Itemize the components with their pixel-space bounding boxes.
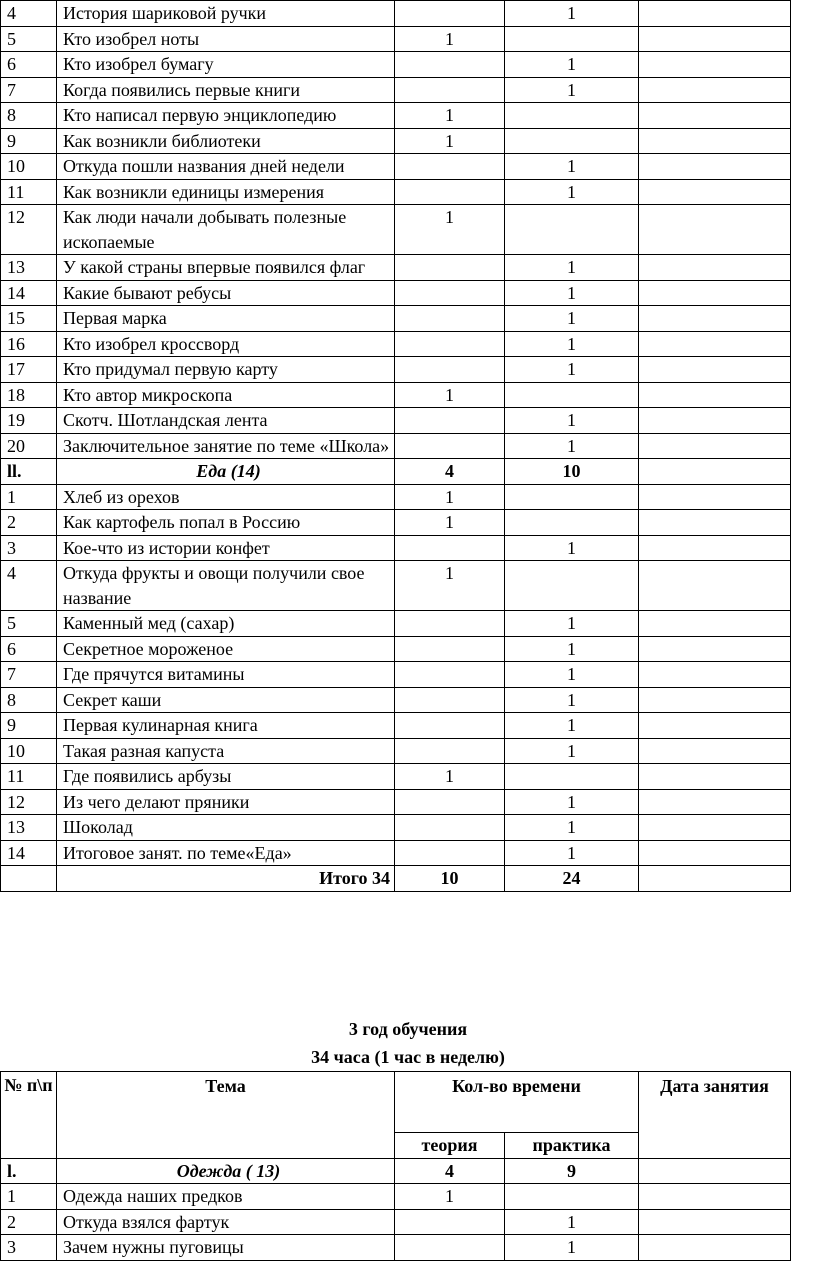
row-practice: 1 — [505, 815, 639, 841]
row-topic: Как люди начали добывать полезные ископаемые — [57, 205, 395, 255]
row-practice — [505, 510, 639, 536]
row-theory — [395, 1, 505, 27]
row-topic: Откуда фрукты и овощи получили свое название — [57, 561, 395, 611]
row-date — [639, 1209, 791, 1235]
row-number: 17 — [1, 357, 57, 383]
table-row — [1, 764, 791, 790]
row-date — [639, 1, 791, 27]
row-theory — [395, 77, 505, 103]
row-practice — [505, 561, 639, 611]
row-topic: Откуда пошли названия дней недели — [57, 154, 395, 180]
row-number: 5 — [1, 611, 57, 637]
row-date — [639, 484, 791, 510]
row-theory: 1 — [395, 26, 505, 52]
row-theory — [395, 306, 505, 332]
row-practice: 1 — [505, 255, 639, 281]
row-number: 13 — [1, 815, 57, 841]
row-topic: Итоговое занят. по теме«Еда» — [57, 840, 395, 866]
row-number: 9 — [1, 128, 57, 154]
curriculum-table-body — [1, 1, 791, 866]
table-row — [1, 179, 791, 205]
row-number: 18 — [1, 382, 57, 408]
year-title: 3 год обучения — [348, 1019, 468, 1039]
row-number: 19 — [1, 408, 57, 434]
row-practice — [505, 484, 639, 510]
row-number: 15 — [1, 306, 57, 332]
row-number: 2 — [1, 1209, 57, 1235]
row-date — [639, 255, 791, 281]
table-row — [1, 662, 791, 688]
table-row — [1, 154, 791, 180]
row-theory — [395, 433, 505, 459]
table-row — [1, 1, 791, 27]
row-topic: Кто изобрел ноты — [57, 26, 395, 52]
row-date — [639, 103, 791, 129]
row-topic: Какие бывают ребусы — [57, 280, 395, 306]
row-practice: 1 — [505, 738, 639, 764]
table-row — [1, 103, 791, 129]
row-theory — [395, 280, 505, 306]
row-date — [639, 280, 791, 306]
row-date — [639, 128, 791, 154]
row-topic: Такая разная капуста — [57, 738, 395, 764]
total-number-cell — [1, 866, 57, 892]
row-date — [639, 179, 791, 205]
row-date — [639, 1158, 791, 1184]
row-topic: Хлеб из орехов — [57, 484, 395, 510]
row-date — [639, 433, 791, 459]
total-label: Итого 34 — [57, 866, 395, 892]
row-date — [639, 205, 791, 255]
row-topic: Первая кулинарная книга — [57, 713, 395, 739]
table-row — [1, 738, 791, 764]
row-theory — [395, 331, 505, 357]
row-topic: Когда появились первые книги — [57, 77, 395, 103]
section-row — [1, 459, 791, 485]
row-topic: Еда (14) — [57, 459, 395, 485]
row-date — [639, 382, 791, 408]
total-date-cell — [639, 866, 791, 892]
row-number: 16 — [1, 331, 57, 357]
row-topic: Заключительное занятие по теме «Школа» — [57, 433, 395, 459]
row-date — [639, 510, 791, 536]
row-date — [639, 561, 791, 611]
row-theory — [395, 1235, 505, 1261]
row-practice: 1 — [505, 154, 639, 180]
row-theory — [395, 357, 505, 383]
row-practice: 1 — [505, 840, 639, 866]
row-theory — [395, 255, 505, 281]
table-row — [1, 611, 791, 637]
header-row — [1, 1072, 791, 1133]
row-practice: 1 — [505, 1235, 639, 1261]
row-number: 8 — [1, 103, 57, 129]
row-practice: 10 — [505, 459, 639, 485]
table-row — [1, 1209, 791, 1235]
row-practice — [505, 764, 639, 790]
row-date — [639, 357, 791, 383]
row-topic: Первая марка — [57, 306, 395, 332]
row-number: 20 — [1, 433, 57, 459]
row-number: 7 — [1, 662, 57, 688]
table-row — [1, 535, 791, 561]
row-date — [639, 408, 791, 434]
row-number: 9 — [1, 713, 57, 739]
table-row — [1, 205, 791, 255]
row-practice: 1 — [505, 77, 639, 103]
row-date — [639, 789, 791, 815]
row-date — [639, 535, 791, 561]
row-date — [639, 77, 791, 103]
row-number: 1 — [1, 1184, 57, 1210]
row-number: 12 — [1, 205, 57, 255]
row-date — [639, 154, 791, 180]
row-practice — [505, 128, 639, 154]
row-theory — [395, 662, 505, 688]
row-practice: 1 — [505, 611, 639, 637]
row-practice: 1 — [505, 662, 639, 688]
row-theory: 1 — [395, 128, 505, 154]
table-row — [1, 408, 791, 434]
row-practice: 1 — [505, 687, 639, 713]
table-row — [1, 687, 791, 713]
table-row — [1, 713, 791, 739]
row-practice: 1 — [505, 789, 639, 815]
row-topic: Кое-что из истории конфет — [57, 535, 395, 561]
table-row — [1, 26, 791, 52]
row-practice: 1 — [505, 408, 639, 434]
header-topic: Тема — [57, 1072, 395, 1159]
row-topic: Кто автор микроскопа — [57, 382, 395, 408]
row-number: 14 — [1, 840, 57, 866]
row-practice — [505, 205, 639, 255]
row-topic: Кто придумал первую карту — [57, 357, 395, 383]
row-theory — [395, 687, 505, 713]
row-number: 10 — [1, 738, 57, 764]
row-topic: Секретное мороженое — [57, 636, 395, 662]
row-number: 2 — [1, 510, 57, 536]
row-number: 1 — [1, 484, 57, 510]
table-row — [1, 255, 791, 281]
row-theory: 1 — [395, 205, 505, 255]
year3-table-body — [1, 1158, 791, 1260]
row-date — [639, 662, 791, 688]
row-topic: У какой страны впервые появился флаг — [57, 255, 395, 281]
row-theory: 4 — [395, 459, 505, 485]
row-topic: Кто написал первую энциклопедию — [57, 103, 395, 129]
row-date — [639, 26, 791, 52]
row-practice: 1 — [505, 331, 639, 357]
total-practice: 24 — [505, 866, 639, 892]
row-theory: 1 — [395, 103, 505, 129]
row-practice: 1 — [505, 306, 639, 332]
row-topic: История шариковой ручки — [57, 1, 395, 27]
row-number: 8 — [1, 687, 57, 713]
row-practice: 1 — [505, 179, 639, 205]
row-topic: Кто изобрел бумагу — [57, 52, 395, 78]
row-number: 6 — [1, 52, 57, 78]
table-row — [1, 1184, 791, 1210]
row-topic: Как картофель попал в Россию — [57, 510, 395, 536]
row-number: 7 — [1, 77, 57, 103]
row-theory — [395, 738, 505, 764]
row-theory: 1 — [395, 1184, 505, 1210]
section-row — [1, 1158, 791, 1184]
table-row — [1, 510, 791, 536]
row-theory — [395, 636, 505, 662]
row-practice: 9 — [505, 1158, 639, 1184]
row-topic: Кто изобрел кроссворд — [57, 331, 395, 357]
row-practice: 1 — [505, 636, 639, 662]
row-theory — [395, 535, 505, 561]
row-number: 6 — [1, 636, 57, 662]
row-date — [639, 840, 791, 866]
table-row — [1, 1235, 791, 1261]
row-practice: 1 — [505, 280, 639, 306]
total-row — [1, 866, 791, 892]
row-topic: Одежда ( 13) — [57, 1158, 395, 1184]
table-row — [1, 280, 791, 306]
row-topic: Откуда взялся фартук — [57, 1209, 395, 1235]
year-subtitle: 34 часа (1 час в неделю) — [311, 1047, 505, 1067]
row-theory — [395, 815, 505, 841]
row-date — [639, 306, 791, 332]
row-date — [639, 815, 791, 841]
row-theory — [395, 408, 505, 434]
header-time: Кол-во времени — [395, 1072, 639, 1133]
row-practice — [505, 26, 639, 52]
row-number: 13 — [1, 255, 57, 281]
row-date — [639, 738, 791, 764]
row-theory — [395, 179, 505, 205]
row-date — [639, 611, 791, 637]
row-date — [639, 1235, 791, 1261]
row-theory: 4 — [395, 1158, 505, 1184]
row-theory — [395, 840, 505, 866]
row-theory — [395, 789, 505, 815]
row-date — [639, 52, 791, 78]
table-row — [1, 815, 791, 841]
row-topic: Как возникли единицы измерения — [57, 179, 395, 205]
table-row — [1, 77, 791, 103]
table-row — [1, 484, 791, 510]
row-number: 12 — [1, 789, 57, 815]
row-practice — [505, 382, 639, 408]
row-practice: 1 — [505, 1, 639, 27]
row-topic: Где появились арбузы — [57, 764, 395, 790]
header-practice: практика — [505, 1133, 639, 1159]
row-number: 14 — [1, 280, 57, 306]
row-topic: Скотч. Шотландская лента — [57, 408, 395, 434]
row-date — [639, 687, 791, 713]
row-practice — [505, 1184, 639, 1210]
table-row — [1, 52, 791, 78]
row-number: 3 — [1, 535, 57, 561]
header-date: Дата занятия — [639, 1072, 791, 1159]
row-theory — [395, 52, 505, 78]
row-theory: 1 — [395, 510, 505, 536]
row-topic: Каменный мед (сахар) — [57, 611, 395, 637]
table-row — [1, 357, 791, 383]
year3-curriculum-table — [0, 1071, 791, 1261]
table-row — [1, 561, 791, 611]
row-topic: Из чего делают пряники — [57, 789, 395, 815]
row-topic: Как возникли библиотеки — [57, 128, 395, 154]
row-date — [639, 331, 791, 357]
header-theory: теория — [395, 1133, 505, 1159]
row-theory — [395, 154, 505, 180]
table-row — [1, 433, 791, 459]
row-practice: 1 — [505, 1209, 639, 1235]
table-row — [1, 840, 791, 866]
row-topic: Секрет каши — [57, 687, 395, 713]
row-number: 4 — [1, 1, 57, 27]
row-number: ll. — [1, 459, 57, 485]
row-practice: 1 — [505, 535, 639, 561]
row-topic: Зачем нужны пуговицы — [57, 1235, 395, 1261]
row-theory: 1 — [395, 764, 505, 790]
row-theory — [395, 1209, 505, 1235]
table-row — [1, 128, 791, 154]
row-number: 11 — [1, 764, 57, 790]
row-theory: 1 — [395, 382, 505, 408]
row-topic: Шоколад — [57, 815, 395, 841]
table-row — [1, 306, 791, 332]
row-date — [639, 636, 791, 662]
row-practice: 1 — [505, 357, 639, 383]
row-practice — [505, 103, 639, 129]
row-topic: Одежда наших предков — [57, 1184, 395, 1210]
row-number: 10 — [1, 154, 57, 180]
row-number: 3 — [1, 1235, 57, 1261]
row-date — [639, 764, 791, 790]
row-theory — [395, 611, 505, 637]
total-theory: 10 — [395, 866, 505, 892]
row-theory: 1 — [395, 561, 505, 611]
row-date — [639, 1184, 791, 1210]
row-number: l. — [1, 1158, 57, 1184]
row-practice: 1 — [505, 52, 639, 78]
row-date — [639, 459, 791, 485]
row-number: 4 — [1, 561, 57, 611]
header-number: № п\п — [1, 1072, 57, 1159]
table-row — [1, 331, 791, 357]
row-topic: Где прячутся витамины — [57, 662, 395, 688]
row-theory — [395, 713, 505, 739]
row-date — [639, 713, 791, 739]
row-practice: 1 — [505, 433, 639, 459]
table-row — [1, 789, 791, 815]
row-practice: 1 — [505, 713, 639, 739]
table-row — [1, 636, 791, 662]
row-number: 11 — [1, 179, 57, 205]
row-number: 5 — [1, 26, 57, 52]
table-row — [1, 382, 791, 408]
row-theory: 1 — [395, 484, 505, 510]
